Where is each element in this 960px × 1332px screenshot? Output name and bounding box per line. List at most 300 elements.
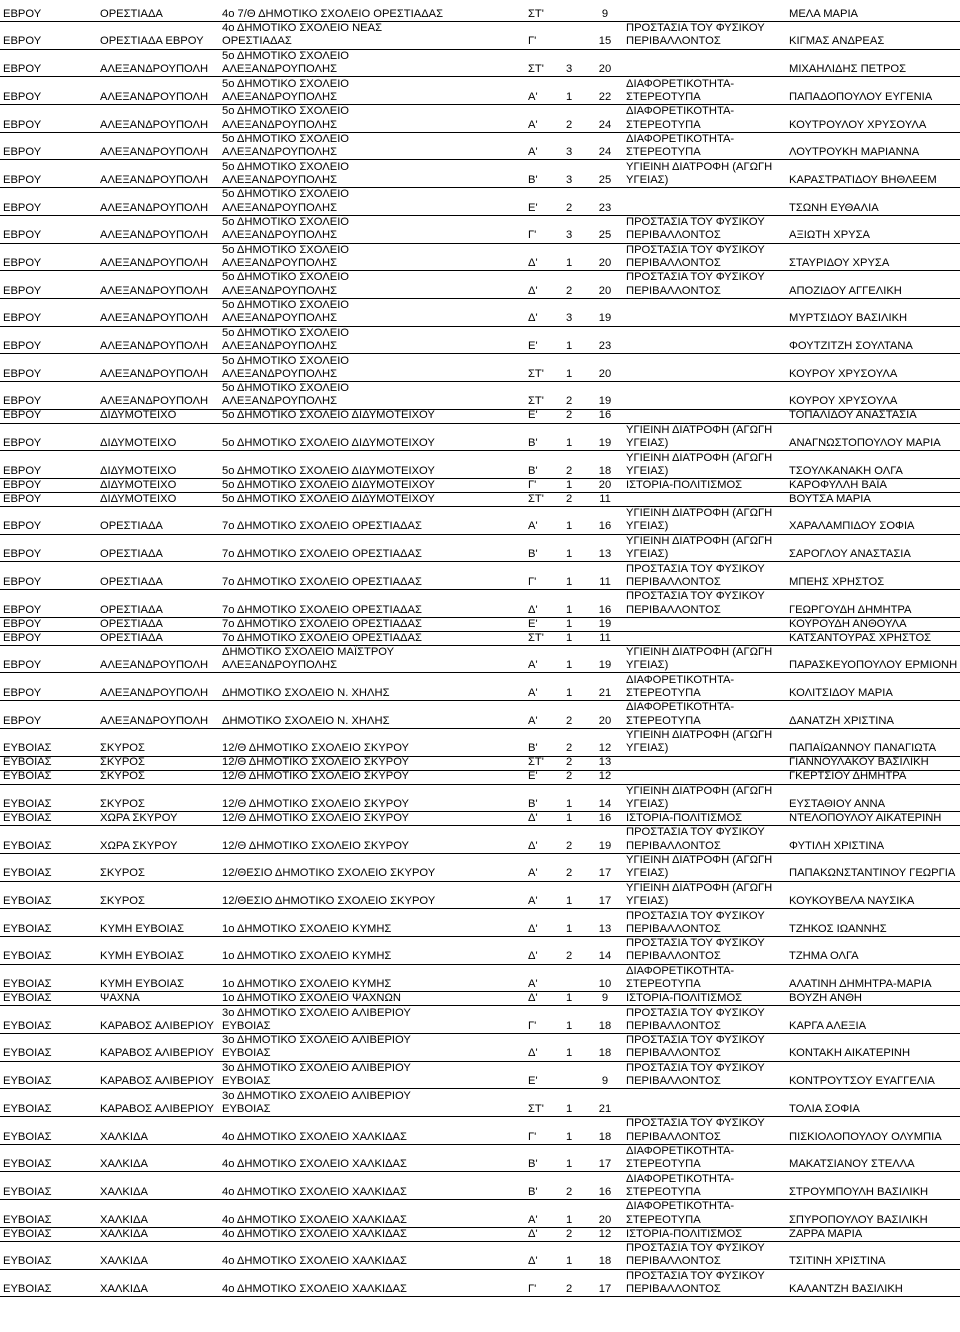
class-cell: Α' — [528, 90, 538, 103]
students-cell: 14 — [598, 797, 612, 810]
region-cell: ΕΥΒΟΙΑΣ — [3, 1185, 52, 1198]
school-cell: 1ο ΔΗΜΟΤΙΚΟ ΣΧΟΛΕΙΟ ΚΥΜΗΣ — [222, 978, 392, 991]
class-cell: Ε' — [528, 617, 538, 630]
school-cell: 5ο ΔΗΜΟΤΙΚΟ ΣΧΟΛΕΙΟ ΑΛΕΞΑΝΔΡΟΥΠΟΛΗΣ — [222, 188, 349, 214]
region-cell: ΕΒΡΟΥ — [3, 686, 42, 699]
city-cell: ΟΡΕΣΤΙΑΔΑ — [100, 631, 163, 644]
class-cell: Ε' — [528, 770, 538, 783]
city-cell: ΟΡΕΣΤΙΑΔΑ — [100, 603, 163, 616]
section-cell: 1 — [566, 686, 573, 699]
section-cell: 1 — [566, 1255, 573, 1268]
table-row — [0, 1006, 960, 1034]
region-cell: ΕΥΒΟΙΑΣ — [3, 1227, 52, 1240]
section-cell: 2 — [566, 839, 573, 852]
class-cell: Δ' — [528, 950, 538, 963]
school-cell: 5ο ΔΗΜΟΤΙΚΟ ΣΧΟΛΕΙΟ ΑΛΕΞΑΝΔΡΟΥΠΟΛΗΣ — [222, 326, 349, 353]
table-row — [0, 590, 960, 618]
region-cell: ΕΒΡΟΥ — [3, 340, 42, 353]
class-cell: Α' — [528, 686, 538, 699]
region-cell: ΕΥΒΟΙΑΣ — [3, 1019, 52, 1032]
table-row — [0, 909, 960, 937]
region-cell: ΕΥΒΟΙΑΣ — [3, 950, 52, 963]
city-cell: ΑΛΕΞΑΝΔΡΟΥΠΟΛΗ — [100, 340, 209, 353]
class-cell: Α' — [528, 714, 538, 727]
school-cell: 12/ΘΕΣΙΟ ΔΗΜΟΤΙΚΟ ΣΧΟΛΕΙΟ ΣΚΥΡΟΥ — [222, 867, 436, 880]
class-cell: Δ' — [528, 839, 538, 852]
class-cell: Δ' — [528, 811, 538, 824]
table-row — [0, 646, 960, 674]
program-cell: ΥΓΙΕΙΝΗ ΔΙΑΤΡΟΦΗ (ΑΓΩΓΗ ΥΓΕΙΑΣ) — [626, 534, 773, 561]
city-cell: ΧΩΡΑ ΣΚΥΡΟΥ — [100, 839, 178, 852]
table-row — [0, 965, 960, 993]
section-cell: 1 — [566, 437, 573, 450]
program-cell: ΥΓΙΕΙΝΗ ΔΙΑΤΡΟΦΗ (ΑΓΩΓΗ ΥΓΕΙΑΣ) — [626, 784, 773, 810]
table-row — [0, 785, 960, 813]
students-cell: 16 — [598, 1185, 612, 1198]
program-cell: ΔΙΑΦΟΡΕΤΙΚΟΤΗΤΑ- ΣΤΕΡΕΟΤΥΠΑ — [626, 964, 735, 991]
table-row — [0, 244, 960, 272]
section-cell: 1 — [566, 797, 573, 810]
city-cell: ΑΛΕΞΑΝΔΡΟΥΠΟΛΗ — [100, 118, 209, 131]
teacher-cell: ΓΙΑΝΝΟΥΛΑΚΟΥ ΒΑΣΙΛΙΚΗ — [789, 756, 929, 769]
table-row — [0, 535, 960, 563]
city-cell: ΑΛΕΞΑΝΔΡΟΥΠΟΛΗ — [100, 686, 209, 699]
teacher-cell: ΠΑΠΑΪΩΑΝΝΟΥ ΠΑΝΑΓΙΩΤΑ — [789, 742, 937, 755]
city-cell: ΔΙΔΥΜΟΤΕΙΧΟ — [100, 409, 177, 422]
section-cell: 1 — [566, 1047, 573, 1060]
section-cell: 1 — [566, 922, 573, 935]
school-cell: 5ο ΔΗΜΟΤΙΚΟ ΣΧΟΛΕΙΟ ΑΛΕΞΑΝΔΡΟΥΠΟΛΗΣ — [222, 133, 349, 159]
city-cell: ΣΚΥΡΟΣ — [100, 756, 145, 769]
students-cell: 13 — [598, 548, 612, 561]
program-cell: ΔΙΑΦΟΡΕΤΙΚΟΤΗΤΑ- ΣΤΕΡΕΟΤΥΠΑ — [626, 105, 735, 131]
region-cell: ΕΥΒΟΙΑΣ — [3, 1130, 52, 1143]
teacher-cell: ΜΥΡΤΣΙΔΟΥ ΒΑΣΙΛΙΚΗ — [789, 312, 908, 325]
section-cell: 2 — [566, 950, 573, 963]
table-row — [0, 160, 960, 188]
teacher-cell: ΑΠΟΖΙΔΟΥ ΑΓΓΕΛΙΚΗ — [789, 284, 902, 297]
school-cell: 7ο ΔΗΜΟΤΙΚΟ ΣΧΟΛΕΙΟ ΟΡΕΣΤΙΑΔΑΣ — [222, 520, 422, 533]
school-cell: 12/ΘΕΣΙΟ ΔΗΜΟΤΙΚΟ ΣΧΟΛΕΙΟ ΣΚΥΡΟΥ — [222, 895, 436, 908]
table-row — [0, 188, 960, 216]
teacher-cell: ΑΝΑΓΝΩΣΤΟΠΟΥΛΟΥ ΜΑΡΙΑ — [789, 437, 941, 450]
region-cell: ΕΒΡΟΥ — [3, 603, 42, 616]
table-row — [0, 493, 960, 507]
city-cell: ΑΛΕΞΑΝΔΡΟΥΠΟΛΗ — [100, 173, 209, 186]
teacher-cell: ΤΖΗΚΟΣ ΙΩΑΝΝΗΣ — [789, 922, 887, 935]
program-cell: ΔΙΑΦΟΡΕΤΙΚΟΤΗΤΑ- ΣΤΕΡΕΟΤΥΠΑ — [626, 701, 735, 727]
region-cell: ΕΥΒΟΙΑΣ — [3, 811, 52, 824]
teacher-cell: ΑΛΑΤΙΝΗ ΔΗΜΗΤΡΑ-ΜΑΡΙΑ — [789, 978, 932, 991]
program-cell: ΠΡΟΣΤΑΣΙΑ ΤΟΥ ΦΥΣΙΚΟΥ ΠΕΡΙΒΑΛΛΟΝΤΟΣ — [626, 1117, 765, 1143]
class-cell: Δ' — [528, 312, 538, 325]
program-cell: ΠΡΟΣΤΑΣΙΑ ΤΟΥ ΦΥΣΙΚΟΥ ΠΕΡΙΒΑΛΛΟΝΤΟΣ — [626, 590, 765, 616]
teacher-cell: ΓΕΩΡΓΟΥΔΗ ΔΗΜΗΤΡΑ — [789, 603, 912, 616]
region-cell: ΕΒΡΟΥ — [3, 478, 42, 491]
school-cell: 7ο ΔΗΜΟΤΙΚΟ ΣΧΟΛΕΙΟ ΟΡΕΣΤΙΑΔΑΣ — [222, 603, 422, 616]
program-cell: ΥΓΙΕΙΝΗ ΔΙΑΤΡΟΦΗ (ΑΓΩΓΗ ΥΓΕΙΑΣ) — [626, 160, 773, 186]
students-cell: 18 — [598, 464, 612, 477]
table-row — [0, 771, 960, 785]
city-cell: ΧΑΛΚΙΔΑ — [100, 1227, 148, 1240]
students-cell: 18 — [598, 1130, 612, 1143]
section-cell: 1 — [566, 617, 573, 630]
program-cell: ΙΣΤΟΡΙΑ-ΠΟΛΙΤΙΣΜΟΣ — [626, 1227, 743, 1240]
school-cell: 5ο ΔΗΜΟΤΙΚΟ ΣΧΟΛΕΙΟ ΑΛΕΞΑΝΔΡΟΥΠΟΛΗΣ — [222, 49, 349, 76]
school-cell: 7ο ΔΗΜΟΤΙΚΟ ΣΧΟΛΕΙΟ ΟΡΕΣΤΙΑΔΑΣ — [222, 631, 422, 644]
teacher-cell: ΒΟΥΤΣΑ ΜΑΡΙΑ — [789, 492, 871, 505]
section-cell: 1 — [566, 478, 573, 491]
students-cell: 19 — [598, 617, 612, 630]
teacher-cell: ΠΑΡΑΣΚΕΥΟΠΟΥΛΟΥ ΕΡΜΙΟΝΗ — [789, 659, 958, 672]
students-cell: 20 — [598, 1213, 612, 1226]
region-cell: ΕΒΡΟΥ — [3, 7, 42, 20]
table-row — [0, 673, 960, 701]
region-cell: ΕΒΡΟΥ — [3, 409, 42, 422]
section-cell: 1 — [566, 1213, 573, 1226]
city-cell: ΣΚΥΡΟΣ — [100, 867, 145, 880]
students-cell: 18 — [598, 1047, 612, 1060]
region-cell: ΕΥΒΟΙΑΣ — [3, 1213, 52, 1226]
region-cell: ΕΥΒΟΙΑΣ — [3, 1282, 52, 1295]
teacher-cell: ΚΑΡΟΦΥΛΛΗ ΒΑΪΑ — [789, 478, 887, 491]
school-cell: 5ο ΔΗΜΟΤΙΚΟ ΣΧΟΛΕΙΟ ΑΛΕΞΑΝΔΡΟΥΠΟΛΗΣ — [222, 160, 349, 186]
table-row — [0, 701, 960, 729]
city-cell: ΧΑΛΚΙΔΑ — [100, 1158, 148, 1171]
table-row — [0, 1270, 960, 1298]
teacher-cell: ΚΑΡΓΑ ΑΛΕΞΙΑ — [789, 1019, 867, 1032]
students-cell: 12 — [598, 1227, 612, 1240]
region-cell: ΕΒΡΟΥ — [3, 575, 42, 588]
table-row — [0, 299, 960, 327]
program-cell: ΔΙΑΦΟΡΕΤΙΚΟΤΗΤΑ- ΣΤΕΡΕΟΤΥΠΑ — [626, 1145, 735, 1171]
region-cell: ΕΒΡΟΥ — [3, 464, 42, 477]
students-cell: 11 — [599, 492, 611, 505]
program-cell: ΥΓΙΕΙΝΗ ΔΙΑΤΡΟΦΗ (ΑΓΩΓΗ ΥΓΕΙΑΣ) — [626, 729, 773, 755]
region-cell: ΕΒΡΟΥ — [3, 118, 42, 131]
teacher-cell: ΚΑΡΑΣΤΡΑΤΙΔΟΥ ΒΗΘΛΕΕΜ — [789, 173, 937, 186]
city-cell: ΔΙΔΥΜΟΤΕΙΧΟ — [100, 492, 177, 505]
students-cell: 21 — [598, 1102, 612, 1115]
city-cell: ΣΚΥΡΟΣ — [100, 770, 145, 783]
school-cell: 4ο ΔΗΜΟΤΙΚΟ ΣΧΟΛΕΙΟ ΧΑΛΚΙΔΑΣ — [222, 1213, 407, 1226]
school-cell: 12/Θ ΔΗΜΟΤΙΚΟ ΣΧΟΛΕΙΟ ΣΚΥΡΟΥ — [222, 797, 410, 810]
city-cell: ΑΛΕΞΑΝΔΡΟΥΠΟΛΗ — [100, 714, 209, 727]
teacher-cell: ΧΑΡΑΛΑΜΠΙΔΟΥ ΣΟΦΙΑ — [789, 520, 915, 533]
table-row — [0, 1242, 960, 1270]
teacher-cell: ΖΑΡΡΑ ΜΑΡΙΑ — [789, 1227, 863, 1240]
city-cell: ΚΑΡΑΒΟΣ ΑΛΙΒΕΡΙΟΥ — [100, 1019, 214, 1032]
class-cell: Α' — [528, 1213, 538, 1226]
school-cell: 4ο ΔΗΜΟΤΙΚΟ ΣΧΟΛΕΙΟ ΝΕΑΣ ΟΡΕΣΤΙΑΔΑΣ — [222, 22, 383, 48]
students-cell: 25 — [598, 229, 612, 242]
teacher-cell: ΚΟΝΤΡΟΥΤΣΟΥ ΕΥΑΓΓΕΛΙΑ — [789, 1075, 935, 1088]
table-row — [0, 729, 960, 757]
teacher-cell: ΔΑΝΑΤΖΗ ΧΡΙΣΤΙΝΑ — [789, 714, 894, 727]
teacher-cell: ΕΥΣΤΑΘΙΟΥ ΑΝΝΑ — [789, 797, 886, 810]
section-cell: 2 — [566, 118, 573, 131]
section-cell: 1 — [566, 1019, 573, 1032]
table-row — [0, 992, 960, 1006]
students-cell: 20 — [598, 714, 612, 727]
students-cell: 19 — [598, 395, 612, 408]
table-row — [0, 562, 960, 590]
teacher-cell: ΚΟΛΙΤΣΙΔΟΥ ΜΑΡΙΑ — [789, 686, 893, 699]
section-cell: 2 — [566, 1227, 573, 1240]
class-cell: Β' — [528, 797, 538, 810]
teacher-cell: ΦΟΥΤΖΙΤΖΗ ΣΟΥΛΤΑΝΑ — [789, 340, 913, 353]
table-row — [0, 1117, 960, 1145]
teacher-cell: ΣΤΑΥΡΙΔΟΥ ΧΡΥΣΑ — [789, 256, 890, 269]
students-cell: 22 — [598, 90, 612, 103]
school-cell: 3ο ΔΗΜΟΤΙΚΟ ΣΧΟΛΕΙΟ ΑΛΙΒΕΡΙΟΥ ΕΥΒΟΙΑΣ — [222, 1089, 411, 1115]
teacher-cell: ΠΑΠΑΔΟΠΟΥΛΟΥ ΕΥΓΕΝΙΑ — [789, 90, 933, 103]
section-cell: 1 — [566, 90, 573, 103]
section-cell: 2 — [566, 409, 573, 422]
section-cell: 1 — [566, 603, 573, 616]
school-cell: 4ο 7/Θ ΔΗΜΟΤΙΚΟ ΣΧΟΛΕΙΟ ΟΡΕΣΤΙΑΔΑΣ — [222, 7, 444, 20]
program-cell: ΠΡΟΣΤΑΣΙΑ ΤΟΥ ΦΥΣΙΚΟΥ ΠΕΡΙΒΑΛΛΟΝΤΟΣ — [626, 216, 765, 242]
table-row — [0, 1089, 960, 1117]
class-cell: Δ' — [528, 284, 538, 297]
class-cell: Δ' — [528, 992, 538, 1005]
school-cell: 3ο ΔΗΜΟΤΙΚΟ ΣΧΟΛΕΙΟ ΑΛΙΒΕΡΙΟΥ ΕΥΒΟΙΑΣ — [222, 1061, 411, 1088]
program-cell: ΥΓΙΕΙΝΗ ΔΙΑΤΡΟΦΗ (ΑΓΩΓΗ ΥΓΕΙΑΣ) — [626, 881, 773, 908]
table-row — [0, 105, 960, 133]
students-cell: 15 — [598, 35, 612, 48]
class-cell: Γ' — [528, 229, 537, 242]
section-cell: 2 — [566, 464, 573, 477]
class-cell: Γ' — [528, 1130, 537, 1143]
students-cell: 24 — [598, 146, 612, 159]
teacher-cell: ΤΣΩΝΗ ΕΥΘΑΛΙΑ — [789, 201, 879, 214]
city-cell: ΑΛΕΞΑΝΔΡΟΥΠΟΛΗ — [100, 146, 209, 159]
school-cell: 5ο ΔΗΜΟΤΙΚΟ ΣΧΟΛΕΙΟ ΔΙΔΥΜΟΤΕΙΧΟΥ — [222, 409, 435, 422]
city-cell: ΑΛΕΞΑΝΔΡΟΥΠΟΛΗ — [100, 659, 209, 672]
school-cell: 7ο ΔΗΜΟΤΙΚΟ ΣΧΟΛΕΙΟ ΟΡΕΣΤΙΑΔΑΣ — [222, 575, 422, 588]
table-row — [0, 937, 960, 965]
program-cell: ΠΡΟΣΤΑΣΙΑ ΤΟΥ ΦΥΣΙΚΟΥ ΠΕΡΙΒΑΛΛΟΝΤΟΣ — [626, 22, 765, 48]
program-cell: ΔΙΑΦΟΡΕΤΙΚΟΤΗΤΑ- ΣΤΕΡΕΟΤΥΠΑ — [626, 1200, 735, 1226]
city-cell: ΑΛΕΞΑΝΔΡΟΥΠΟΛΗ — [100, 229, 209, 242]
students-cell: 17 — [598, 867, 612, 880]
table-row — [0, 271, 960, 299]
table-row — [0, 50, 960, 78]
section-cell: 1 — [566, 548, 573, 561]
table-row — [0, 1062, 960, 1090]
class-cell: Γ' — [528, 1019, 537, 1032]
program-cell: ΥΓΙΕΙΝΗ ΔΙΑΤΡΟΦΗ (ΑΓΩΓΗ ΥΓΕΙΑΣ) — [626, 423, 773, 450]
students-cell: 17 — [598, 895, 612, 908]
table-row — [0, 8, 960, 22]
section-cell: 1 — [566, 367, 573, 380]
class-cell: Γ' — [528, 35, 537, 48]
program-cell: ΥΓΙΕΙΝΗ ΔΙΑΤΡΟΦΗ (ΑΓΩΓΗ ΥΓΕΙΑΣ) — [626, 646, 773, 672]
teacher-cell: ΚΟΥΡΟΥ ΧΡΥΣΟΥΛΑ — [789, 395, 898, 408]
region-cell: ΕΒΡΟΥ — [3, 35, 42, 48]
teacher-cell: ΛΟΥΤΡΟΥΚΗ ΜΑΡΙΑΝΝΑ — [789, 146, 920, 159]
school-cell: 5ο ΔΗΜΟΤΙΚΟ ΣΧΟΛΕΙΟ ΑΛΕΞΑΝΔΡΟΥΠΟΛΗΣ — [222, 243, 349, 269]
region-cell: ΕΥΒΟΙΑΣ — [3, 1075, 52, 1088]
table-row — [0, 507, 960, 535]
teacher-cell: ΤΣΙΤΙΝΗ ΧΡΙΣΤΙΝΑ — [789, 1255, 886, 1268]
students-cell: 16 — [598, 811, 612, 824]
school-cell: 12/Θ ΔΗΜΟΤΙΚΟ ΣΧΟΛΕΙΟ ΣΚΥΡΟΥ — [222, 742, 410, 755]
class-cell: ΣΤ' — [528, 7, 544, 20]
students-cell: 21 — [598, 686, 612, 699]
program-cell: ΥΓΙΕΙΝΗ ΔΙΑΤΡΟΦΗ (ΑΓΩΓΗ ΥΓΕΙΑΣ) — [626, 507, 773, 533]
region-cell: ΕΒΡΟΥ — [3, 659, 42, 672]
program-cell: ΠΡΟΣΤΑΣΙΑ ΤΟΥ ΦΥΣΙΚΟΥ ΠΕΡΙΒΑΛΛΟΝΤΟΣ — [626, 1006, 765, 1032]
table-row — [0, 618, 960, 632]
region-cell: ΕΥΒΟΙΑΣ — [3, 742, 52, 755]
table-row — [0, 354, 960, 382]
table-row — [0, 854, 960, 882]
students-cell: 13 — [598, 756, 612, 769]
program-cell: ΠΡΟΣΤΑΣΙΑ ΤΟΥ ΦΥΣΙΚΟΥ ΠΕΡΙΒΑΛΛΟΝΤΟΣ — [626, 271, 765, 297]
teacher-cell: ΦΥΤΙΛΗ ΧΡΙΣΤΙΝΑ — [789, 839, 885, 852]
region-cell: ΕΒΡΟΥ — [3, 90, 42, 103]
program-cell: ΠΡΟΣΤΑΣΙΑ ΤΟΥ ΦΥΣΙΚΟΥ ΠΕΡΙΒΑΛΛΟΝΤΟΣ — [626, 826, 765, 852]
table-row — [0, 216, 960, 244]
city-cell: ΨΑΧΝΑ — [100, 992, 140, 1005]
class-cell: ΣΤ' — [528, 395, 544, 408]
section-cell: 3 — [566, 173, 573, 186]
city-cell: ΑΛΕΞΑΝΔΡΟΥΠΟΛΗ — [100, 395, 209, 408]
class-cell: Δ' — [528, 603, 538, 616]
class-cell: ΣΤ' — [528, 631, 544, 644]
program-cell: ΠΡΟΣΤΑΣΙΑ ΤΟΥ ΦΥΣΙΚΟΥ ΠΕΡΙΒΑΛΛΟΝΤΟΣ — [626, 937, 765, 963]
program-cell: ΔΙΑΦΟΡΕΤΙΚΟΤΗΤΑ- ΣΤΕΡΕΟΤΥΠΑ — [626, 1172, 735, 1198]
section-cell: 1 — [566, 631, 573, 644]
section-cell: 1 — [566, 256, 573, 269]
table-row — [0, 882, 960, 910]
section-cell: 3 — [566, 146, 573, 159]
students-cell: 23 — [598, 340, 612, 353]
region-cell: ΕΥΒΟΙΑΣ — [3, 978, 52, 991]
table-row — [0, 451, 960, 479]
school-cell: 5ο ΔΗΜΟΤΙΚΟ ΣΧΟΛΕΙΟ ΑΛΕΞΑΝΔΡΟΥΠΟΛΗΣ — [222, 354, 349, 380]
region-cell: ΕΥΒΟΙΑΣ — [3, 992, 52, 1005]
students-cell: 10 — [598, 978, 612, 991]
region-cell: ΕΥΒΟΙΑΣ — [3, 922, 52, 935]
teacher-cell: ΑΞΙΩΤΗ ΧΡΥΣΑ — [789, 229, 870, 242]
class-cell: Γ' — [528, 1282, 537, 1295]
section-cell: 1 — [566, 340, 573, 353]
section-cell: 1 — [566, 895, 573, 908]
program-cell: ΙΣΤΟΡΙΑ-ΠΟΛΙΤΙΣΜΟΣ — [626, 811, 743, 824]
students-cell: 19 — [598, 437, 612, 450]
program-cell: ΥΓΙΕΙΝΗ ΔΙΑΤΡΟΦΗ (ΑΓΩΓΗ ΥΓΕΙΑΣ) — [626, 854, 773, 880]
section-cell: 2 — [566, 756, 573, 769]
school-cell: 4ο ΔΗΜΟΤΙΚΟ ΣΧΟΛΕΙΟ ΧΑΛΚΙΔΑΣ — [222, 1185, 407, 1198]
region-cell: ΕΥΒΟΙΑΣ — [3, 839, 52, 852]
class-cell: Α' — [528, 895, 538, 908]
region-cell: ΕΒΡΟΥ — [3, 201, 42, 214]
city-cell: ΣΚΥΡΟΣ — [100, 797, 145, 810]
city-cell: ΑΛΕΞΑΝΔΡΟΥΠΟΛΗ — [100, 201, 209, 214]
city-cell: ΚΑΡΑΒΟΣ ΑΛΙΒΕΡΙΟΥ — [100, 1047, 214, 1060]
class-cell: Β' — [528, 1158, 538, 1171]
section-cell: 2 — [566, 714, 573, 727]
program-cell: ΠΡΟΣΤΑΣΙΑ ΤΟΥ ΦΥΣΙΚΟΥ ΠΕΡΙΒΑΛΛΟΝΤΟΣ — [626, 1061, 765, 1088]
city-cell: ΑΛΕΞΑΝΔΡΟΥΠΟΛΗ — [100, 256, 209, 269]
section-cell: 2 — [566, 867, 573, 880]
region-cell: ΕΒΡΟΥ — [3, 437, 42, 450]
region-cell: ΕΒΡΟΥ — [3, 63, 42, 76]
city-cell: ΧΑΛΚΙΔΑ — [100, 1282, 148, 1295]
table-row — [0, 77, 960, 105]
school-cell: 1ο ΔΗΜΟΤΙΚΟ ΣΧΟΛΕΙΟ ΚΥΜΗΣ — [222, 922, 392, 935]
teacher-cell: ΝΤΕΛΟΠΟΥΛΟΥ ΑΙΚΑΤΕΡΙΝΗ — [789, 811, 942, 824]
students-cell: 24 — [598, 118, 612, 131]
teacher-cell: ΤΟΠΑΛΙΔΟΥ ΑΝΑΣΤΑΣΙΑ — [789, 409, 917, 422]
region-cell: ΕΥΒΟΙΑΣ — [3, 895, 52, 908]
class-cell: Α' — [528, 146, 538, 159]
students-cell: 16 — [598, 520, 612, 533]
program-cell: ΥΓΙΕΙΝΗ ΔΙΑΤΡΟΦΗ (ΑΓΩΓΗ ΥΓΕΙΑΣ) — [626, 451, 773, 477]
class-cell: ΣΤ' — [528, 1102, 544, 1115]
class-cell: ΣΤ' — [528, 492, 544, 505]
class-cell: Α' — [528, 867, 538, 880]
teacher-cell: ΚΟΥΚΟΥΒΕΛΑ ΝΑΥΣΙΚΑ — [789, 895, 915, 908]
teacher-cell: ΤΣΟΥΛΚΑΝΑΚΗ ΟΛΓΑ — [789, 464, 903, 477]
table-row — [0, 1228, 960, 1242]
city-cell: ΟΡΕΣΤΙΑΔΑ — [100, 7, 163, 20]
students-cell: 20 — [598, 256, 612, 269]
class-cell: Ε' — [528, 340, 538, 353]
section-cell: 3 — [566, 63, 573, 76]
region-cell: ΕΥΒΟΙΑΣ — [3, 867, 52, 880]
program-cell: ΔΙΑΦΟΡΕΤΙΚΟΤΗΤΑ- ΣΤΕΡΕΟΤΥΠΑ — [626, 77, 735, 103]
class-cell: Α' — [528, 520, 538, 533]
city-cell: ΟΡΕΣΤΙΑΔΑ — [100, 575, 163, 588]
school-cell: 1ο ΔΗΜΟΤΙΚΟ ΣΧΟΛΕΙΟ ΚΥΜΗΣ — [222, 950, 392, 963]
class-cell: Δ' — [528, 1047, 538, 1060]
teacher-cell: ΤΖΗΜΑ ΟΛΓΑ — [789, 950, 859, 963]
students-cell: 14 — [598, 950, 612, 963]
class-cell: Β' — [528, 742, 538, 755]
school-cell: ΔΗΜΟΤΙΚΟ ΣΧΟΛΕΙΟ ΜΑΪΣΤΡΟΥ ΑΛΕΞΑΝΔΡΟΥΠΟΛΗΣ — [222, 646, 395, 672]
class-cell: ΣΤ' — [528, 367, 544, 380]
city-cell: ΚΑΡΑΒΟΣ ΑΛΙΒΕΡΙΟΥ — [100, 1102, 214, 1115]
school-cell: 5ο ΔΗΜΟΤΙΚΟ ΣΧΟΛΕΙΟ ΔΙΔΥΜΟΤΕΙΧΟΥ — [222, 492, 435, 505]
city-cell: ΑΛΕΞΑΝΔΡΟΥΠΟΛΗ — [100, 90, 209, 103]
table-row — [0, 812, 960, 826]
region-cell: ΕΒΡΟΥ — [3, 714, 42, 727]
teacher-cell: ΚΟΥΡΟΥΔΗ ΑΝΘΟΥΛΑ — [789, 617, 907, 630]
region-cell: ΕΒΡΟΥ — [3, 520, 42, 533]
school-cell: 7ο ΔΗΜΟΤΙΚΟ ΣΧΟΛΕΙΟ ΟΡΕΣΤΙΑΔΑΣ — [222, 617, 422, 630]
class-cell: Γ' — [528, 575, 537, 588]
section-cell: 1 — [566, 575, 573, 588]
students-cell: 20 — [598, 63, 612, 76]
program-cell: ΠΡΟΣΤΑΣΙΑ ΤΟΥ ΦΥΣΙΚΟΥ ΠΕΡΙΒΑΛΛΟΝΤΟΣ — [626, 1269, 765, 1295]
section-cell: 2 — [566, 742, 573, 755]
class-cell: Β' — [528, 464, 538, 477]
students-cell: 20 — [598, 284, 612, 297]
class-cell: Δ' — [528, 922, 538, 935]
table-row — [0, 1172, 960, 1200]
school-cell: 3ο ΔΗΜΟΤΙΚΟ ΣΧΟΛΕΙΟ ΑΛΙΒΕΡΙΟΥ ΕΥΒΟΙΑΣ — [222, 1006, 411, 1032]
students-cell: 19 — [598, 839, 612, 852]
region-cell: ΕΒΡΟΥ — [3, 617, 42, 630]
region-cell: ΕΒΡΟΥ — [3, 312, 42, 325]
program-cell: ΙΣΤΟΡΙΑ-ΠΟΛΙΤΙΣΜΟΣ — [626, 478, 743, 491]
section-cell: 2 — [566, 201, 573, 214]
students-cell: 11 — [599, 631, 611, 644]
program-cell: ΠΡΟΣΤΑΣΙΑ ΤΟΥ ΦΥΣΙΚΟΥ ΠΕΡΙΒΑΛΛΟΝΤΟΣ — [626, 1242, 765, 1268]
